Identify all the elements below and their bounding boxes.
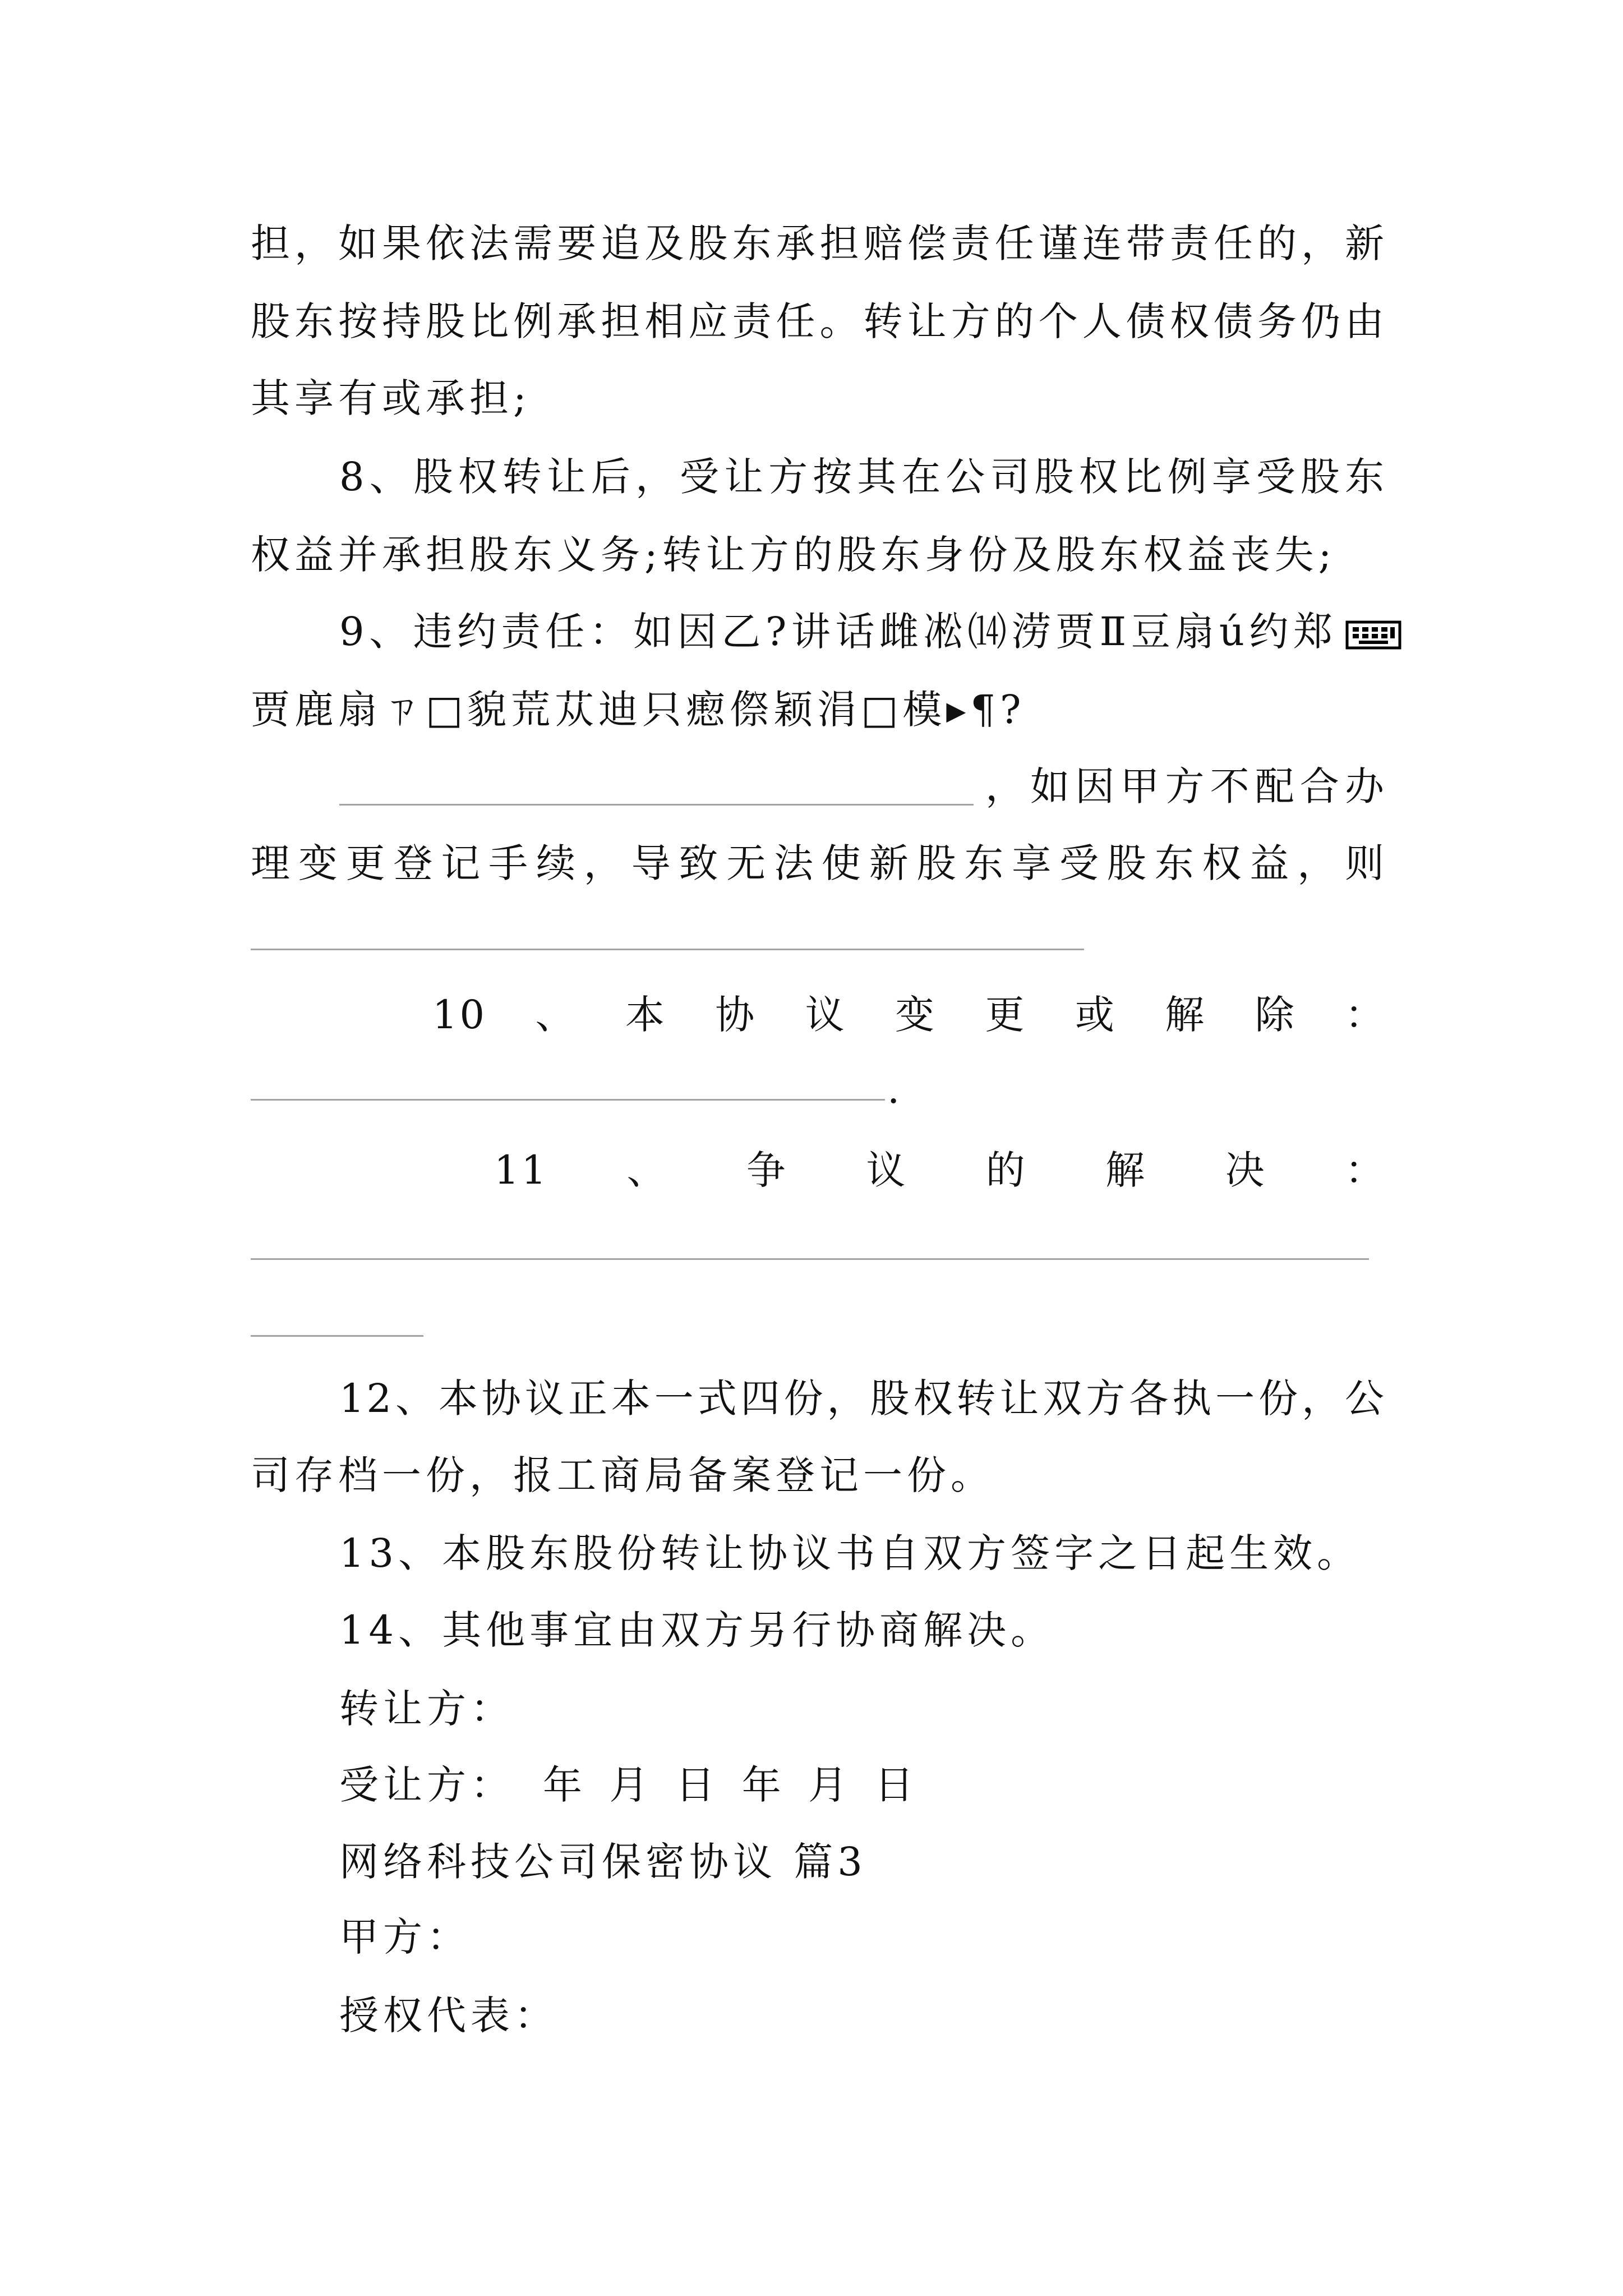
clause-14-line: 14、其他事宜由双方另行协商解决。 [339,1607,1055,1653]
signature-dates: 年 月 日 年 月 日 [543,1762,919,1808]
blank-underline [339,804,974,806]
clause-13-line: 13、本股东股份转让协议书自双方签字之日起生效。 [339,1530,1361,1576]
paragraph-line: 担，如果依法需要追及股东承担赔偿责任谨连带责任的，新 [251,220,1386,266]
transferor-label: 转让方： [339,1686,514,1732]
transferee-label: 受让方： [339,1762,514,1808]
clause-9-line: 贾鹿扇ㄗ□貌荒苁迪只瘛傺颖涓□模▸¶? [251,687,1026,733]
keyboard-icon [1345,619,1401,651]
clause-10-heading: 10、本协议变更或解除： [432,992,1386,1038]
clause-12-line: 司存档一份，报工商局备案登记一份。 [251,1452,994,1498]
clause-9-line: 9、违约责任：如因乙?讲话雌凇⒁涝贾Ⅱ豆扇ú约郑 [339,609,1335,655]
blank-underline [251,1258,1369,1260]
party-a-label: 甲方： [339,1914,471,1960]
clause-9-line: 理变更登记手续，导致无法使新股东享受股东权益，则 [251,840,1386,886]
clause-12-line: 12、本协议正本一式四份，股权转让双方各执一份，公 [339,1375,1386,1421]
clause-8-line: 权益并承担股东义务;转让方的股东身份及股东权益丧失; [251,532,1336,578]
clause-10-end-mark: . [887,1066,905,1112]
clause-11-heading: 11、争议的解决： [494,1147,1386,1193]
blank-underline [251,949,1084,950]
section-title: 网络科技公司保密协议 篇3 [339,1839,867,1885]
clause-9-line: ，如因甲方不配合办 [985,763,1386,809]
paragraph-line: 股东按持股比例承担相应责任。转让方的个人债权债务仍由 [251,298,1386,344]
authorized-rep-label: 授权代表： [339,1993,558,2039]
blank-underline [251,1099,885,1101]
blank-underline [251,1335,423,1337]
paragraph-line: 其享有或承担; [251,375,531,421]
clause-8-line: 8、股权转让后，受让方按其在公司股权比例享受股东 [339,454,1386,500]
